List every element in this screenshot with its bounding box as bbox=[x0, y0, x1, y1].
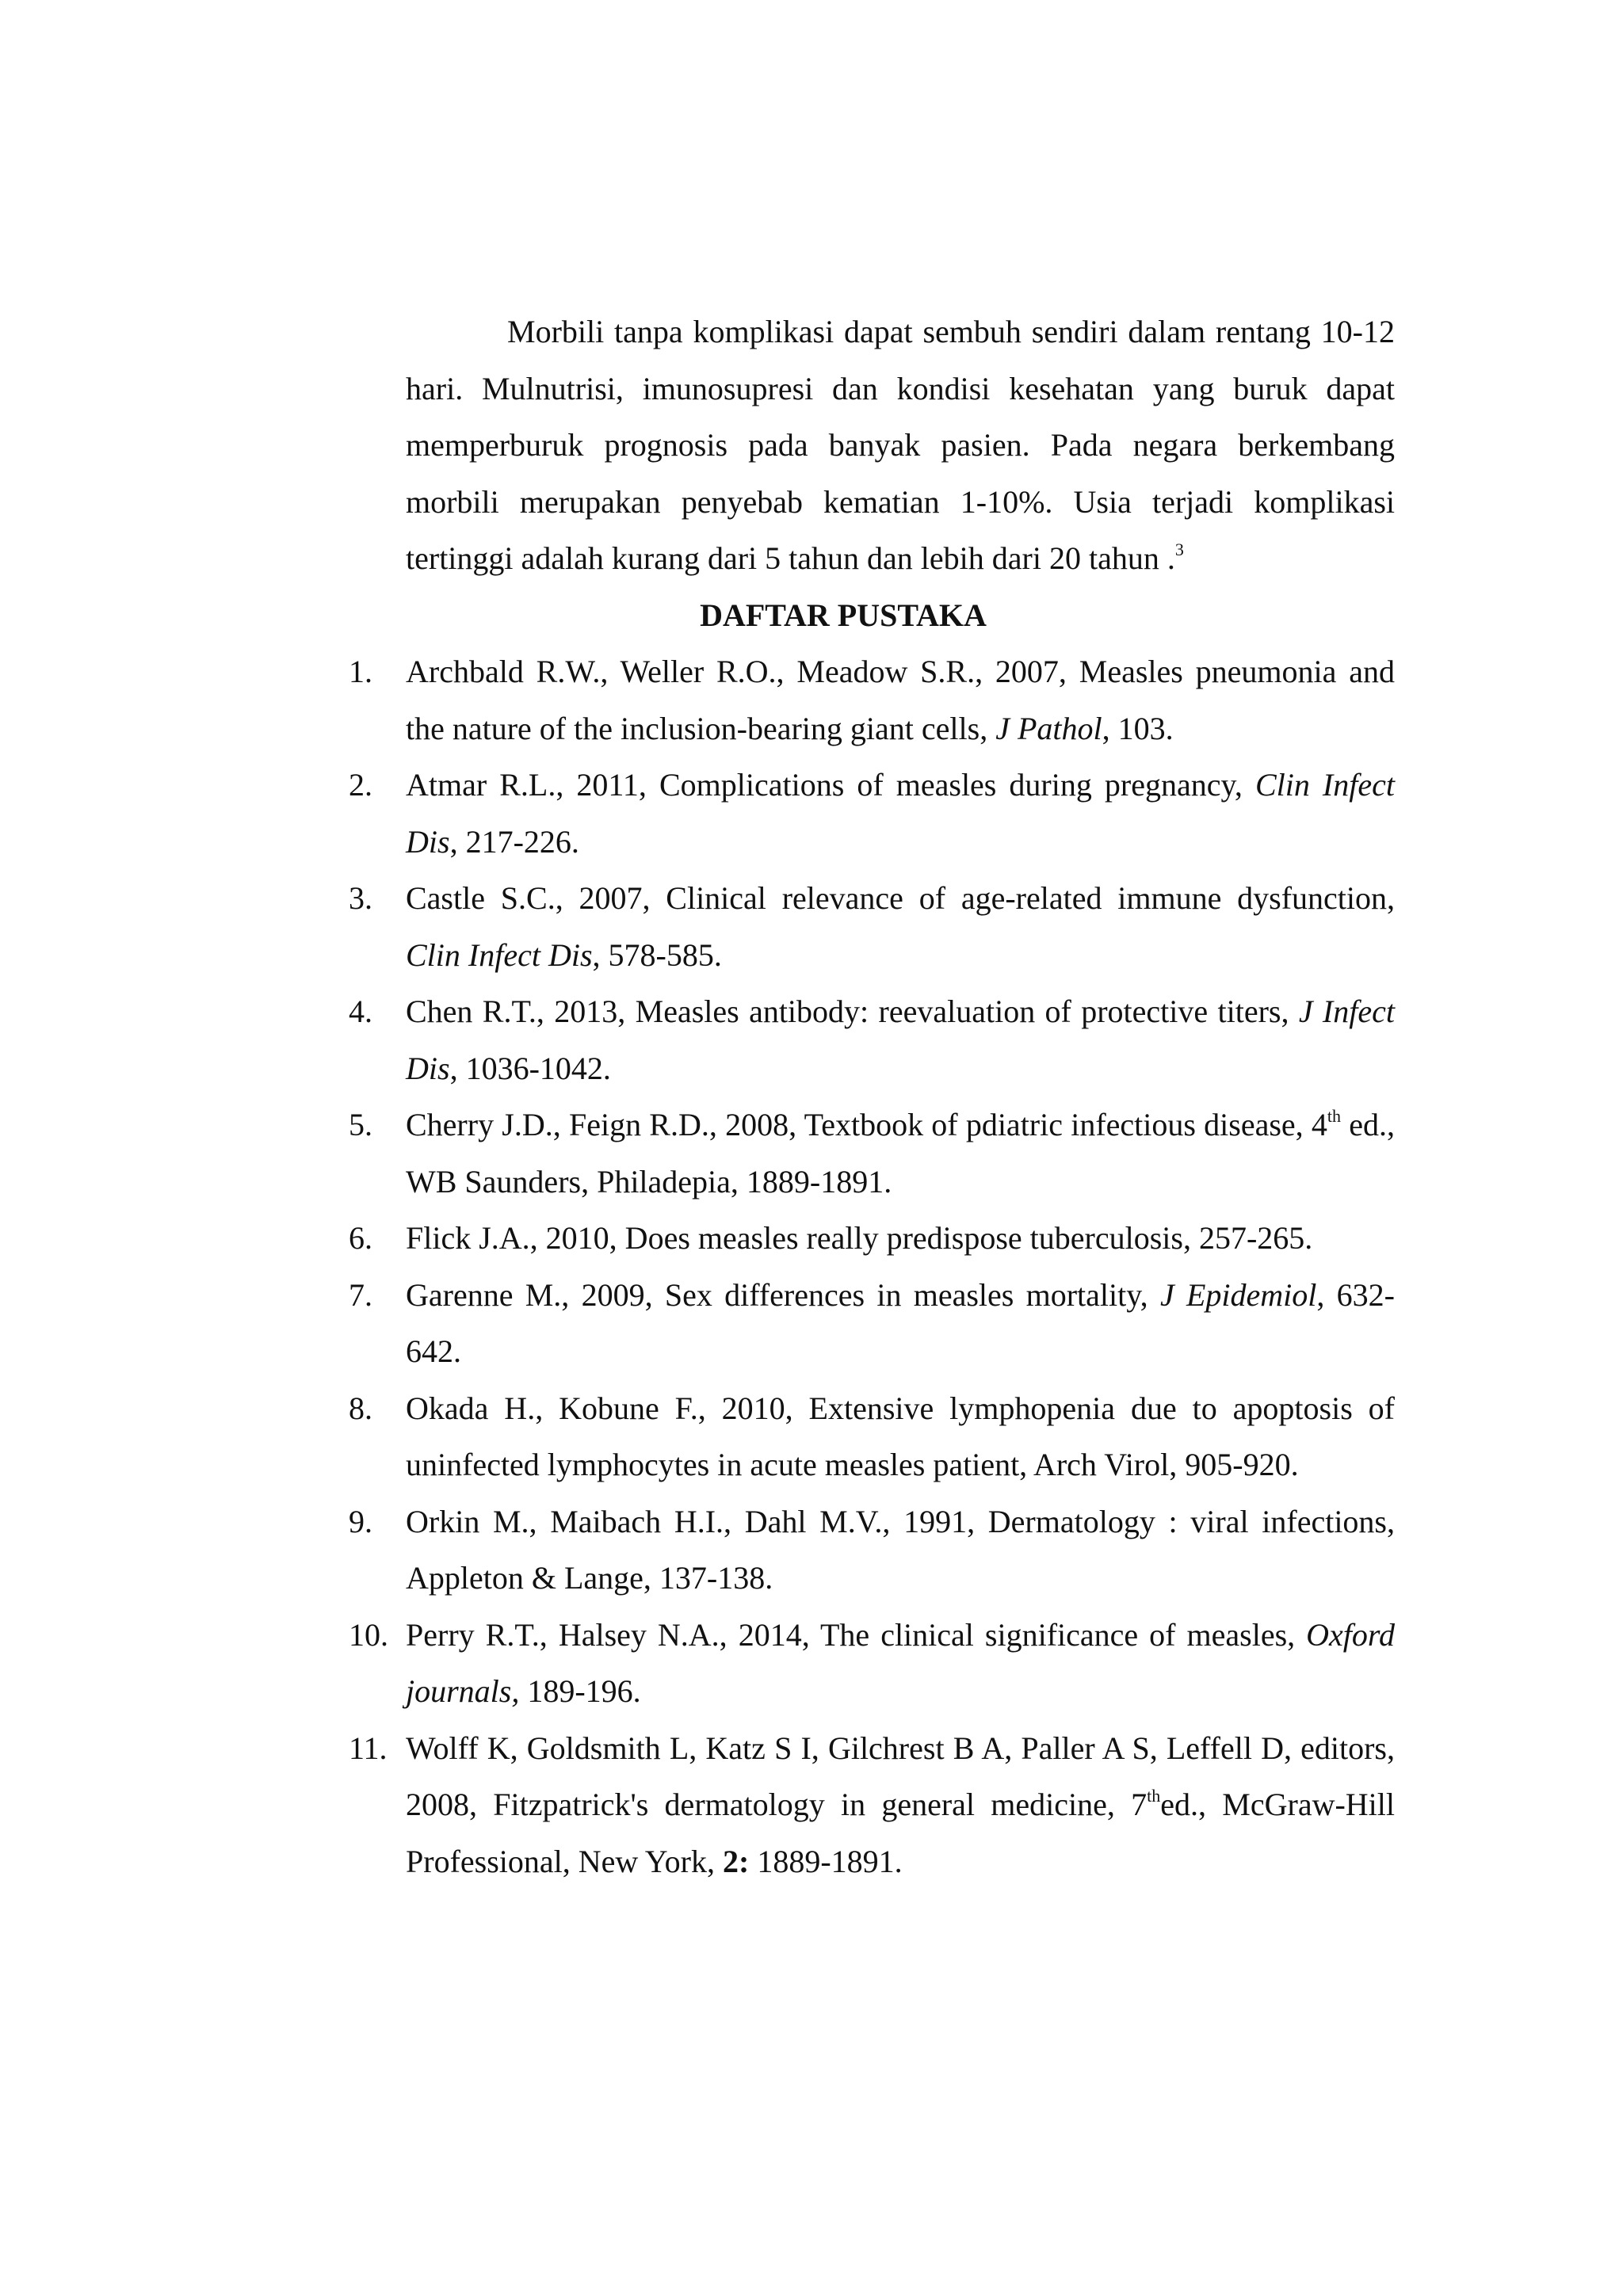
reference-text: Castle S.C., 2007, Clinical relevance of age-related immune dysfunction, bbox=[406, 880, 1395, 916]
reference-pages: 189-196. bbox=[519, 1673, 641, 1709]
reference-number: 1. bbox=[349, 654, 372, 689]
reference-number: 8. bbox=[349, 1390, 372, 1426]
reference-text: Perry R.T., Halsey N.A., 2014, The clinical significance of measles, bbox=[406, 1616, 1307, 1653]
references-heading: DAFTAR PUSTAKA bbox=[700, 597, 987, 633]
reference-pages: , 632-642. bbox=[406, 1276, 1396, 1369]
reference-number: 10. bbox=[349, 1616, 388, 1653]
reference-text: Atmar R.L., 2011, Complications of measles during pregnancy, bbox=[406, 767, 1255, 803]
reference-item bbox=[349, 757, 1395, 870]
reference-item bbox=[349, 1720, 1396, 1890]
journal-name: J Epidemiol bbox=[1159, 1276, 1317, 1313]
reference-number: 7. bbox=[349, 1276, 372, 1313]
reference-pages: ed., WB Saunders, Philadepia, 1889-1891. bbox=[406, 1107, 1395, 1199]
reference-pages: , 578-585. bbox=[592, 936, 722, 973]
reference-pages: , 1036-1042. bbox=[449, 1050, 611, 1086]
reference-number: 2. bbox=[349, 767, 372, 803]
reference-text: Okada H., Kobune F., 2010, Extensive lymphopenia due to apoptosis of uninfected lymphocytes in acute measles patient, Arch Virol, 905-920. bbox=[406, 1390, 1395, 1482]
reference-item bbox=[349, 1380, 1395, 1493]
reference-text: Chen R.T., 2013, Measles antibody: reevaluation of protective titers, bbox=[406, 994, 1299, 1029]
reference-text: Garenne M., 2009, Sex differences in measles mortality, bbox=[406, 1276, 1160, 1313]
reference-item bbox=[349, 1493, 1395, 1607]
reference-text: Flick J.A., 2010, Does measles really predispose tuberculosis, 257-265. bbox=[406, 1220, 1313, 1256]
journal-name: J Pathol bbox=[995, 710, 1102, 746]
reference-number: 4. bbox=[349, 994, 372, 1029]
reference-item bbox=[349, 983, 1395, 1097]
intro-paragraph bbox=[406, 303, 1395, 587]
reference-number: 5. bbox=[349, 1107, 372, 1142]
journal-name: Clin Infect Dis bbox=[406, 767, 1395, 860]
reference-text: Archbald R.W., Weller R.O., Meadow S.R., 2007, Measles pneumonia and the nature of the inclusion-bearing giant cells, bbox=[406, 654, 1395, 746]
paragraph-text: Morbili tanpa komplikasi dapat sembuh sendiri dalam rentang 10-12 hari. Mulnutrisi, imunosupresi dan kondisi kesehatan yang buruk dapat memperburuk prognosis pada banyak pasien. Pada negara berkembang morbili merupakan penyebab kematian 1-10%. Usia terjadi komplikasi tertinggi adalah kurang dari 5 tahun dan lebih dari 20 tahun . bbox=[406, 314, 1395, 576]
reference-text: Orkin M., Maibach H.I., Dahl M.V., 1991, Dermatology : viral infections, Appleton & Lange, 137-138. bbox=[406, 1503, 1395, 1596]
volume-number: 2: bbox=[723, 1843, 750, 1879]
page-content bbox=[349, 303, 1396, 1890]
ordinal-superscript: th bbox=[1327, 1106, 1342, 1126]
reference-item bbox=[349, 1097, 1395, 1210]
citation-superscript: 3 bbox=[1174, 540, 1184, 559]
reference-publisher: ed., McGraw-Hill Professional, New York, bbox=[406, 1787, 1396, 1879]
reference-item bbox=[349, 1210, 1395, 1267]
ordinal-superscript: th bbox=[1147, 1786, 1161, 1806]
reference-text: Cherry J.D., Feign R.D., 2008, Textbook of pdiatric infectious disease, 4 bbox=[406, 1107, 1327, 1142]
journal-name: Oxford journals, bbox=[406, 1616, 1395, 1709]
reference-item bbox=[349, 870, 1395, 983]
reference-item bbox=[349, 1267, 1396, 1380]
journal-name: Clin Infect Dis bbox=[406, 936, 593, 973]
reference-pages: 1889-1891. bbox=[749, 1843, 903, 1879]
reference-pages: , 217-226. bbox=[449, 823, 579, 860]
reference-number: 3. bbox=[349, 880, 372, 916]
reference-item bbox=[349, 1607, 1395, 1720]
reference-number: 11. bbox=[349, 1730, 388, 1766]
reference-list bbox=[349, 643, 1396, 1890]
reference-item bbox=[349, 643, 1395, 757]
journal-name: J Infect Dis bbox=[406, 994, 1395, 1086]
reference-pages: , 103. bbox=[1102, 710, 1174, 746]
reference-text: Wolff K, Goldsmith L, Katz S I, Gilchrest B A, Paller A S, Leffell D, editors, 2008, Fitzpatrick's dermatology in general medicine, 7 bbox=[406, 1730, 1395, 1822]
reference-number: 9. bbox=[349, 1503, 372, 1539]
reference-number: 6. bbox=[349, 1220, 372, 1256]
